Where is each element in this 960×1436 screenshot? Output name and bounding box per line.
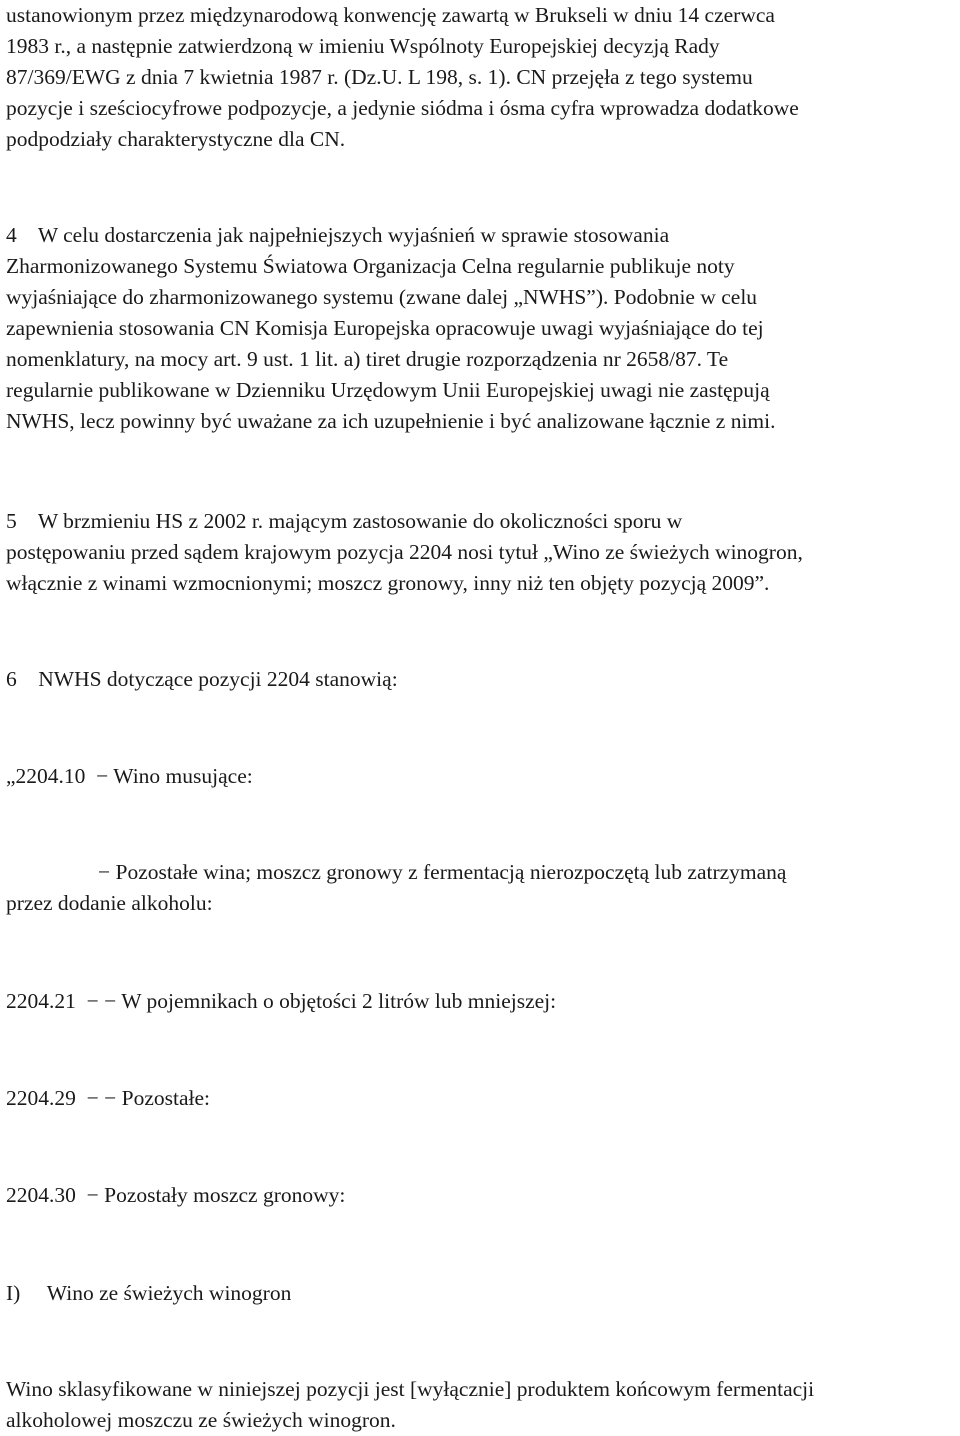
item-2204-29 <box>6 1083 956 1114</box>
text-line: 2204.21 − − W pojemnikach o objętości 2 litrów lub mniejszej: <box>6 989 557 1013</box>
paragraph-4 <box>6 220 956 437</box>
heading-i <box>6 1278 956 1309</box>
text-line: „2204.10 − Wino musujące: <box>6 764 253 788</box>
item-2204-30 <box>6 1180 956 1211</box>
text-line: 1983 r., a następnie zatwierdzoną w imieniu Wspólnoty Europejskiej decyzją Rady <box>6 34 720 58</box>
item-other-wines <box>6 857 956 919</box>
text-line: alkoholowej moszczu ze świeżych winogron. <box>6 1408 396 1432</box>
text-line: 4 W celu dostarczenia jak najpełniejszych wyjaśnień w sprawie stosowania <box>6 223 670 247</box>
text-line: Wino sklasyfikowane w niniejszej pozycji jest [wyłącznie] produktem końcowym fermentacji <box>6 1377 815 1401</box>
text-line: 2204.30 − Pozostały moszcz gronowy: <box>6 1183 346 1207</box>
text-line: 87/369/EWG z dnia 7 kwietnia 1987 r. (Dz.U. L 198, s. 1). CN przejęła z tego systemu <box>6 65 753 89</box>
text-line: NWHS, lecz powinny być uważane za ich uzupełnienie i być analizowane łącznie z nimi. <box>6 409 776 433</box>
text-line: podpodziały charakterystyczne dla CN. <box>6 127 346 151</box>
item-2204-21 <box>6 986 956 1017</box>
paragraph-6 <box>6 664 956 695</box>
text-line: 5 W brzmieniu HS z 2002 r. mającym zastosowanie do okoliczności sporu w <box>6 509 683 533</box>
text-line: włącznie z winami wzmocnionymi; moszcz gronowy, inny niż ten objęty pozycją 2009”. <box>6 571 770 595</box>
text-line: Zharmonizowanego Systemu Światowa Organizacja Celna regularnie publikuje noty <box>6 254 735 278</box>
text-line: 6 NWHS dotyczące pozycji 2204 stanowią: <box>6 667 398 691</box>
text-line: przez dodanie alkoholu: <box>6 891 213 915</box>
text-line: postępowaniu przed sądem krajowym pozycja 2204 nosi tytuł „Wino ze świeżych winogron, <box>6 540 803 564</box>
text-line: regularnie publikowane w Dzienniku Urzędowym Unii Europejskiej uwagi nie zastępują <box>6 378 770 402</box>
text-line: ustanowionym przez międzynarodową konwencję zawartą w Brukseli w dniu 14 czerwca <box>6 3 775 27</box>
intro-paragraph <box>6 0 956 155</box>
text-line: I) Wino ze świeżych winogron <box>6 1281 292 1305</box>
text-line: pozycje i sześciocyfrowe podpozycje, a jedynie siódma i ósma cyfra wprowadza dodatkowe <box>6 96 799 120</box>
text-line: 2204.29 − − Pozostałe: <box>6 1086 210 1110</box>
final-paragraph <box>6 1374 956 1436</box>
item-2204-10 <box>6 761 956 792</box>
text-line: wyjaśniające do zharmonizowanego systemu (zwane dalej „NWHS”). Podobnie w celu <box>6 285 758 309</box>
text-line: zapewnienia stosowania CN Komisja Europejska opracowuje uwagi wyjaśniające do tej <box>6 316 764 340</box>
paragraph-5 <box>6 506 956 599</box>
text-line: − Pozostałe wina; moszcz gronowy z fermentacją nierozpoczętą lub zatrzymaną <box>98 860 787 884</box>
text-line: nomenklatury, na mocy art. 9 ust. 1 lit. a) tiret drugie rozporządzenia nr 2658/87. Te <box>6 347 729 371</box>
